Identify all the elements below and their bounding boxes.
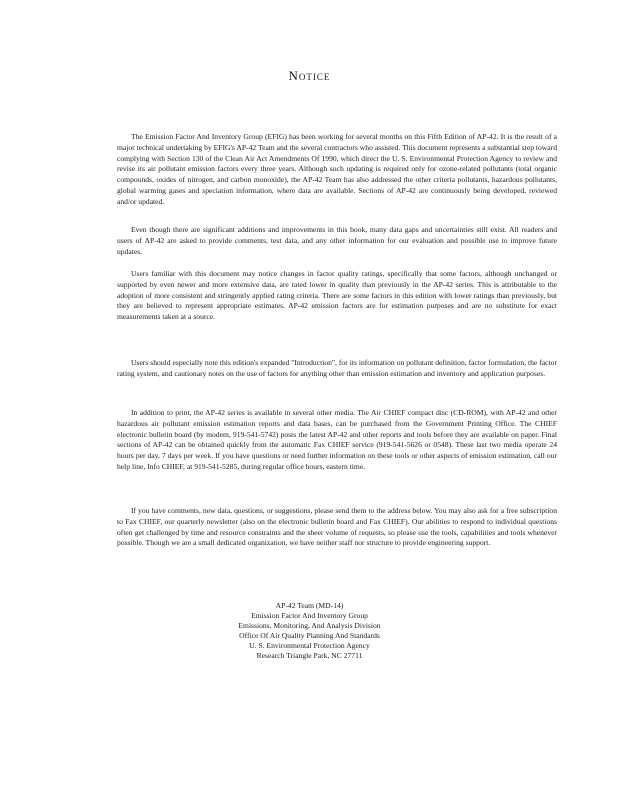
address-line: AP-42 Team (MD-14) [275,601,344,610]
address-line: Emission Factor And Inventory Group [251,611,368,620]
paragraph-quality-ratings: Users familiar with this document may notice changes in factor quality ratings, specifically that some factors, although unchanged or supported by even newer and more extensive data, are rated lower in quality than previously in the AP-42 series. This is attributable to the adoption of more consistent and stringently applied rating criteria. There are some factors in this edition with lower ratings than previously, but they are believed to represent appropriate estimates. AP-42 emission factors are for estimation purposes and are no substitute for exact measurements taken at a source. [117,269,557,322]
page-title: Notice [288,68,331,83]
paragraph-intro: The Emission Factor And Inventory Group (EFIG) has been working for several months on this Fifth Edition of AP-42. It is the result of a major technical undertaking by EFIG's AP-42 Team and the several contractors who assisted. This document represents a substantial step toward complying with Section 130 of the Clean Air Act Amendments Of 1990, which direct the U. S. Environmental Protection Agency to review and revise its air pollutant emission factors every three years. Although such updating is required only for ozone-related pollutants (total organic compounds, oxides of nitrogen, and carbon monoxide), the AP-42 Team has also addressed the other criteria pollutants, hazardous pollutants, global warming gases and speciation information, where data are available. Sections of AP-42 are continuously being developed, reviewed and/or updated. [117,132,557,206]
address-line: Research Triangle Park, NC 27711 [256,651,363,660]
paragraph-data-gaps: Even though there are significant additions and improvements in this book, many data gaps and uncertainties still exist. All readers and users of AP-42 are asked to provide comments, test data, and any other information for our evaluation and possible use to improve future updates. [117,225,557,256]
address-line: U. S. Environmental Protection Agency [249,641,370,650]
paragraph-comments: If you have comments, new data, questions, or suggestions, please send them to the address below. You may also ask for a free subscription to Fax CHIEF, our quarterly newsletter (also on the electronic bulletin board and Fax CHIEF). Our abilities to respond to individual questions often get challenged by time and resource constraints and the sheer volume of requests, so please use the tools, capabilities and tools whenever possible. Though we are a small dedicated organization, we have neither staff nor structure to provide engineering support. [117,506,557,548]
paragraph-introduction-note: Users should especially note this edition's expanded "Introduction", for its information on pollutant definition, factor formulation, the factor rating system, and cautionary notes on the use of factors for anything other than emission estimation and inventory and application purposes. [117,358,557,378]
mailing-address [0,601,619,661]
address-line: Office Of Air Quality Planning And Standards [239,631,380,640]
paragraph-other-media: In addition to print, the AP-42 series is available in several other media. The Air CHIEF compact disc (CD-ROM), with AP-42 and other hazardous air pollutant emission estimation reports and data bases, can be purchased from the Government Printing Office. The CHIEF electronic bulletin board (by modem, 919-541-5742) posts the latest AP-42 and other reports and tools before they are available on paper. Final sections of AP-42 can be obtained quickly from the automatic Fax CHIEF service (919-541-5626 or 0548). These last two media operate 24 hours per day, 7 days per week. If you have questions or need further information on these tools or other aspects of emission estimation, call our help line, Info CHIEF, at 919-541-5285, during regular office hours, eastern time. [117,408,557,471]
address-line: Emissions, Monitoring, And Analysis Division [238,621,381,630]
